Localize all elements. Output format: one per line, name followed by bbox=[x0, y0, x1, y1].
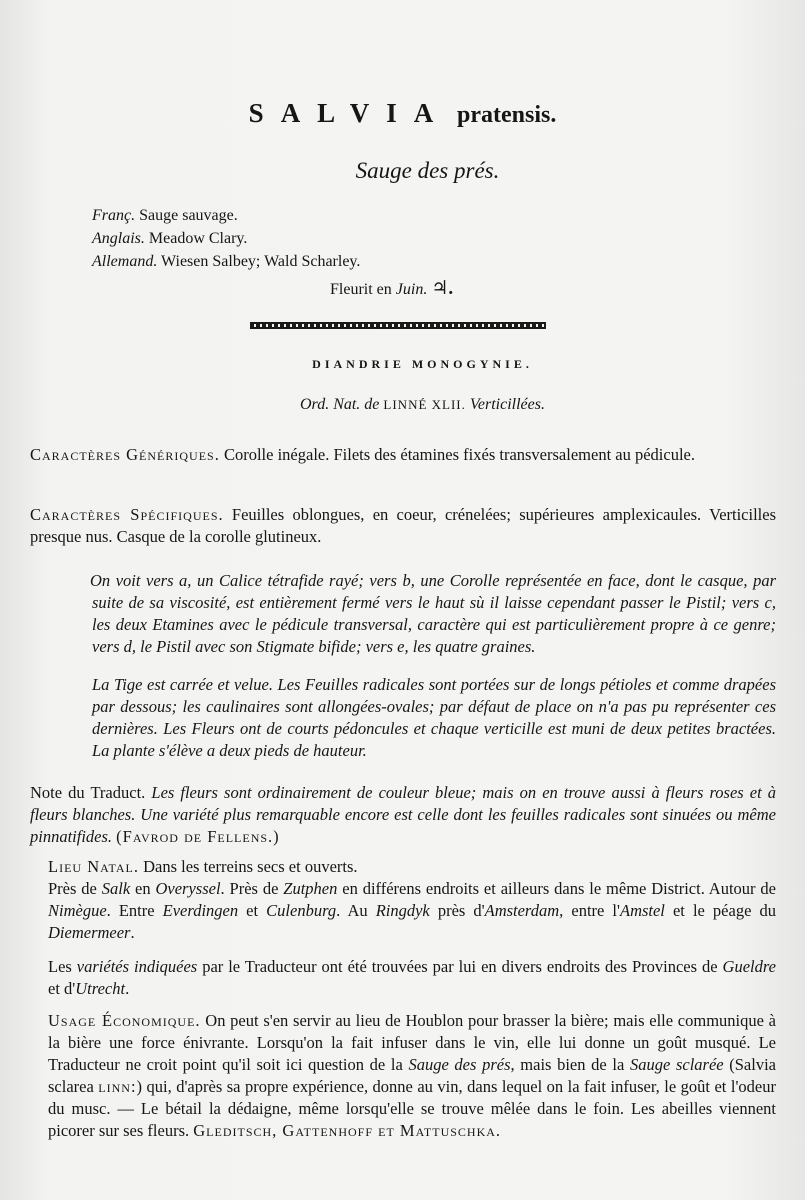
genus-name: SALVIA bbox=[248, 98, 451, 128]
name-french: Franç. Sauge sauvage. bbox=[92, 207, 238, 224]
translator-note: Note du Traduct. Les fleurs sont ordinairement de couleur bleue; mais on en trouve aussi à fleurs roses et à fleurs blanches. Une variété plus remarquable encore est celle dont les feuilles radicales sont sinuées ou même pinnatifides. (Favrod de Fellens.) bbox=[30, 783, 777, 846]
habitat: Lieu Natal. Dans les terreins secs et ouverts. Près de Salk en Overyssel. Près de Zutphen en différens endroits et ailleurs dans le même District. Autour de Nimègue. Entre Everdingen et Culenburg. Au Ringdyk près d'Amsterdam, entre l'Amstel et le péage du Diemermeer. bbox=[48, 857, 776, 942]
figure-description: On voit vers a, un Calice tétrafide rayé; vers b, une Corolle représentée en face, dont le casque, par suite de sa viscosité, est entièrement fermé vers le haut sù il laisse cependant passer le Pistil; vers c, les deux Etamines avec le pédicule transversal, caractère qui est particulièrement propre à ce genre; vers d, le Pistil avec son Stigmate bifide; vers e, les quatre graines. bbox=[90, 571, 776, 656]
vernacular-names bbox=[92, 204, 360, 273]
name-german: Allemand. Wiesen Salbey; Wald Scharley. bbox=[92, 253, 361, 270]
generic-characters: Caractères Génériques. Corolle inégale. Filets des étamines fixés transversalement au pédicule. bbox=[30, 445, 695, 464]
ornamental-divider bbox=[250, 322, 546, 329]
species-name: pratensis. bbox=[456, 102, 557, 128]
economic-usage: Usage Économique. On peut s'en servir au lieu de Houblon pour brasser la bière; mais elle communique à la bière une force énivrante. Lorsqu'on la fait infuser dans le vin, elle lui donne un goût musqué. Le Traducteur ne croit point qu'il soit ici question de la Sauge des prés, mais bien de la Sauge sclarée (Salvia sclarea linn:) qui, d'après sa propre expérience, donne au vin, dans lequel on la fait infuser, le goût et l'odeur du musc. — Le bétail la dédaigne, même lorsqu'elle se trouve mêlée dans le foin. Les abeilles viennent picorer sur ses fleurs. Gleditsch, Gattenhoff et Mattuschka. bbox=[48, 1011, 777, 1140]
linnaean-class: DIANDRIE MONOGYNIE. bbox=[312, 357, 533, 371]
specific-characters: Caractères Spécifiques. Feuilles oblongues, en coeur, crénelées; supérieures amplexicaules. Verticilles presque nus. Casque de la corolle glutineux. bbox=[30, 505, 777, 546]
stem-description: La Tige est carrée et velue. Les Feuilles radicales sont portées sur de longs pétioles et comme drapées par dessous; les caulinaires sont allongées-ovales; par défaut de place on n'a pas pu représenter ces dernières. Les Fleurs ont de courts pédoncules et chaque verticille est muni de deux petites bractées. La plante s'élève a deux pieds de hauteur. bbox=[92, 675, 776, 760]
page-title bbox=[0, 96, 805, 132]
flowering-line: Fleurit en Juin. ♃. bbox=[330, 278, 454, 299]
natural-order: Ord. Nat. de LINNÉ XLII. Verticillées. bbox=[300, 396, 545, 413]
common-name: Sauge des prés. bbox=[355, 158, 500, 183]
perennial-symbol: ♃. bbox=[431, 278, 454, 299]
name-english: Anglais. Meadow Clary. bbox=[92, 230, 248, 247]
varieties: Les variétés indiquées par le Traducteur ont été trouvées par lui en divers endroits des Provinces de Gueldre et d'Utrecht. bbox=[48, 957, 777, 998]
